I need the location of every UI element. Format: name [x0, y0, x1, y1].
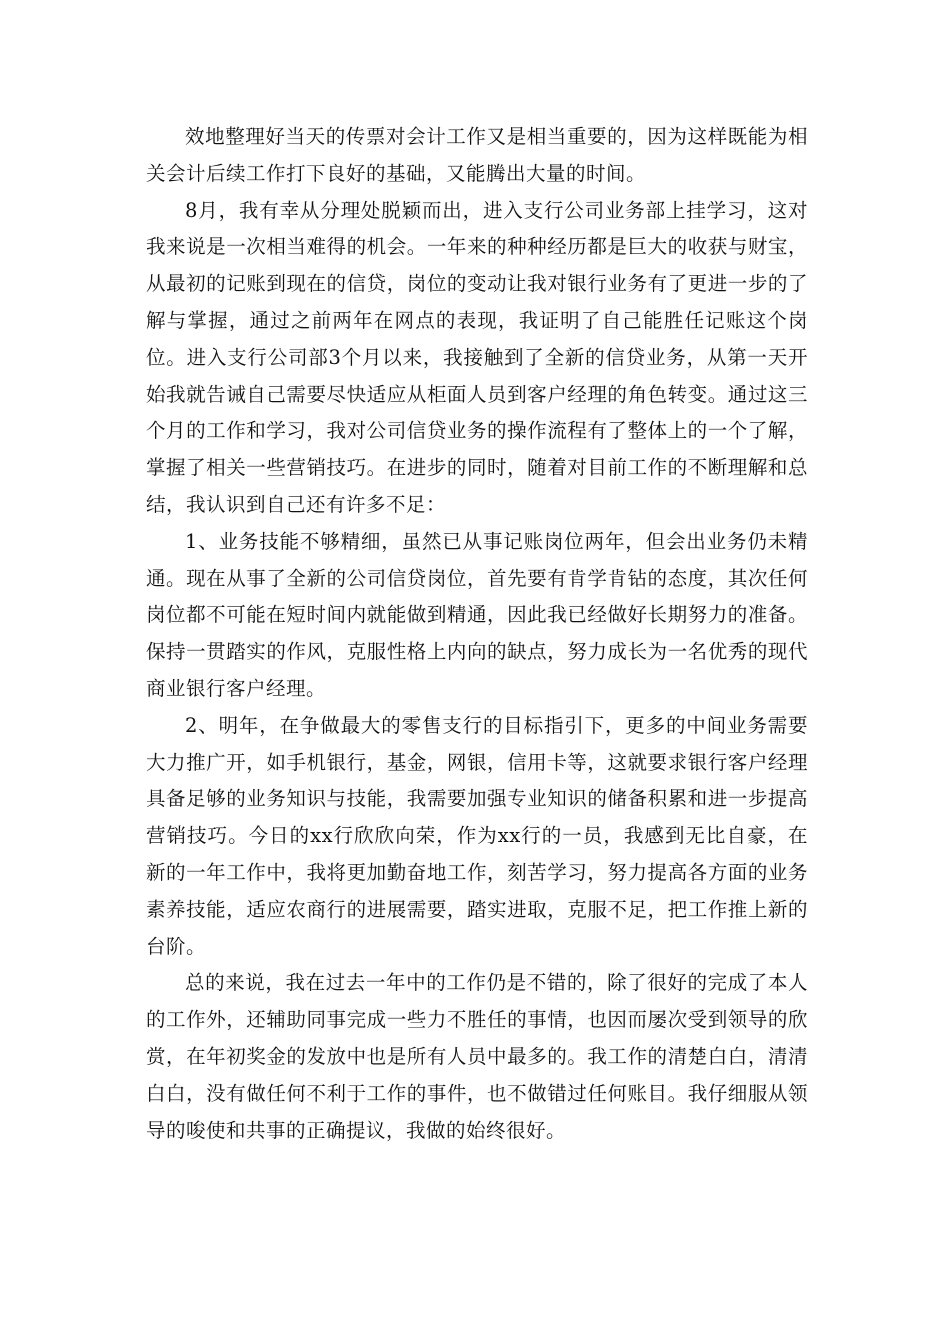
paragraph-point-1: 1、业务技能不够精细，虽然已从事记账岗位两年，但会出业务仍未精通。现在从事了全新的公司信贷岗位，首先要有肯学肯钻的态度，其次任何岗位都不可能在短时间内就能做到精通，因此我已经做好长期努力的准备。保持一贯踏实的作风，克服性格上内向的缺点，努力成长为一名优秀的现代商业银行客户经理。: [146, 529, 808, 700]
paragraph-august-transfer: 8月，我有幸从分理处脱颖而出，进入支行公司业务部上挂学习，这对我来说是一次相当难得的机会。一年来的种种经历都是巨大的收获与财宝，从最初的记账到现在的信贷，岗位的变动让我对银行业务有了更进一步的了解与掌握，通过之前两年在网点的表现，我证明了自己能胜任记账这个岗位。进入支行公司部3个月以来，我接触到了全新的信贷业务，从第一天开始我就告诫自己需要尽快适应从柜面人员到客户经理的角色转变。通过这三个月的工作和学习，我对公司信贷业务的操作流程有了整体上的一个了解，掌握了相关一些营销技巧。在进步的同时，随着对目前工作的不断理解和总结，我认识到自己还有许多不足：: [146, 198, 808, 516]
paragraph-summary: 总的来说，我在过去一年中的工作仍是不错的，除了很好的完成了本人的工作外，还辅助同事完成一些力不胜任的事情，也因而屡次受到领导的欣赏，在年初奖金的发放中也是所有人员中最多的。我工作的清楚白白，清清白白，没有做任何不利于工作的事件，也不做错过任何账目。我仔细服从领导的唆使和共事的正确提议，我做的始终很好。: [146, 971, 808, 1142]
paragraph-continuation: 效地整理好当天的传票对会计工作又是相当重要的，因为这样既能为相关会计后续工作打下良好的基础，又能腾出大量的时间。: [146, 125, 808, 185]
paragraph-point-2: 2、明年，在争做最大的零售支行的目标指引下，更多的中间业务需要大力推广开，如手机银行，基金，网银，信用卡等，这就要求银行客户经理具备足够的业务知识与技能，我需要加强专业知识的储备积累和进一步提高营销技巧。今日的xx行欣欣向荣，作为xx行的一员，我感到无比自豪，在新的一年工作中，我将更加勤奋地工作，刻苦学习，努力提高各方面的业务素养技能，适应农商行的进展需要，踏实进取，克服不足，把工作推上新的台阶。: [146, 713, 808, 958]
document-body: [146, 119, 808, 1149]
